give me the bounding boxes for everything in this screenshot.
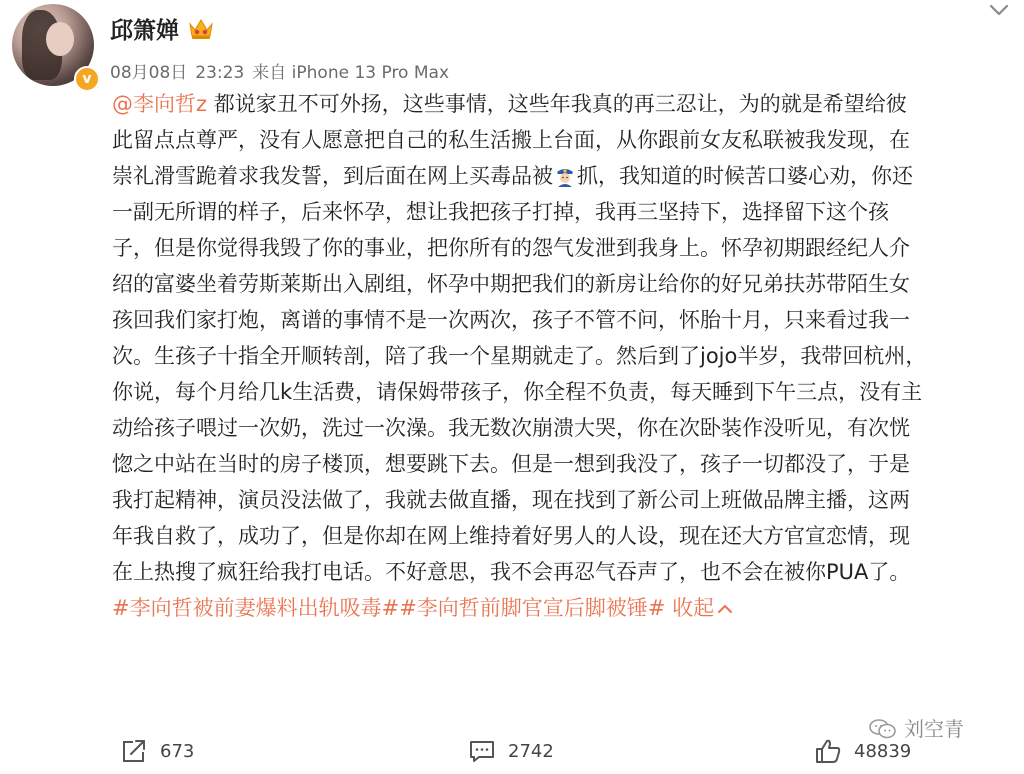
post-line: 孩回我们家打炮，离谱的事情不是一次两次，孩子不管不问，怀胎十月，只来看过我一 <box>112 308 910 332</box>
post-line: 在上热搜了疯狂给我打电话。不好意思，我不会再忍气吞声了，也不会在被你PUA了。 <box>112 560 911 584</box>
chevron-up-icon <box>717 602 733 614</box>
share-icon <box>120 738 148 764</box>
post-line: @李向哲z 都说家丑不可外扬，这些事情，这些年我真的再三忍让，为的就是希望给彼 <box>112 92 907 116</box>
like-button[interactable] <box>814 734 911 768</box>
post-line: 崇礼滑雪跪着求我发誓，到后面在网上买毒品被 抓，我知道的时候苦口婆心劝，你还 <box>112 164 913 188</box>
collapse-button[interactable]: 收起 <box>665 596 733 620</box>
police-icon <box>554 165 576 187</box>
watermark-text: 刘空青 <box>904 717 964 741</box>
avatar-face <box>46 22 74 56</box>
post-line: 我打起精神，演员没法做了，我就去做直播，现在找到了新公司上班做品牌主播，这两 <box>112 488 910 512</box>
post-body <box>112 86 1012 626</box>
post-line: 次。生孩子十指全开顺转剖，陪了我一个星期就走了。然后到了jojo半岁，我带回杭州， <box>112 344 927 368</box>
like-count: 48839 <box>854 740 912 762</box>
hashtag-link[interactable]: #李向哲被前妻爆料出轨吸毒##李向哲前脚官宣后脚被锤# <box>112 596 666 620</box>
share-button[interactable] <box>120 734 194 768</box>
like-icon <box>814 738 842 764</box>
post-line: 此留点点尊严，没有人愿意把自己的私生活搬上台面，从你跟前女友私联被我发现，在 <box>112 128 910 152</box>
post-meta <box>110 58 457 83</box>
crown-icon <box>188 16 214 40</box>
post-line: 年我自救了，成功了，但是你却在网上维持着好男人的人设，现在还大方官宣恋情，现 <box>112 524 910 548</box>
post-line: 子，但是你觉得我毁了你的事业，把你所有的怨气发泄到我身上。怀孕初期跟经纪人介 <box>112 236 910 260</box>
username[interactable]: 邱箫婵 <box>110 18 179 44</box>
verified-badge: v <box>74 66 100 92</box>
post-line: 绍的富婆坐着劳斯莱斯出入剧组，怀孕中期把我们的新房让给你的好兄弟扶苏带陌生女 <box>112 272 910 296</box>
chevron-down-icon[interactable] <box>988 2 1010 18</box>
post-date: 08月08日 <box>110 63 188 83</box>
post-line: 一副无所谓的样子，后来怀孕，想让我把孩子打掉，我再三坚持下，选择留下这个孩 <box>112 200 889 224</box>
post-source: 来自 iPhone 13 Pro Max <box>252 63 450 83</box>
post-header <box>0 0 1024 90</box>
comment-icon <box>468 738 496 764</box>
comment-count: 2742 <box>508 740 554 762</box>
mention-link[interactable]: @李向哲z <box>112 92 208 116</box>
post-line <box>112 590 1012 626</box>
comment-button[interactable] <box>468 734 554 768</box>
post-line: 动给孩子喂过一次奶，洗过一次澡。我无数次崩溃大哭，你在次卧装作没听见，有次恍 <box>112 416 910 440</box>
share-count: 673 <box>160 740 195 762</box>
post-line: 你说，每个月给几k生活费，请保姆带孩子，你全程不负责，每天睡到下午三点，没有主 <box>112 380 923 404</box>
post-time: 23:23 <box>195 63 245 83</box>
post-line: 惚之中站在当时的房子楼顶，想要跳下去。但是一想到我没了，孩子一切都没了，于是 <box>112 452 910 476</box>
